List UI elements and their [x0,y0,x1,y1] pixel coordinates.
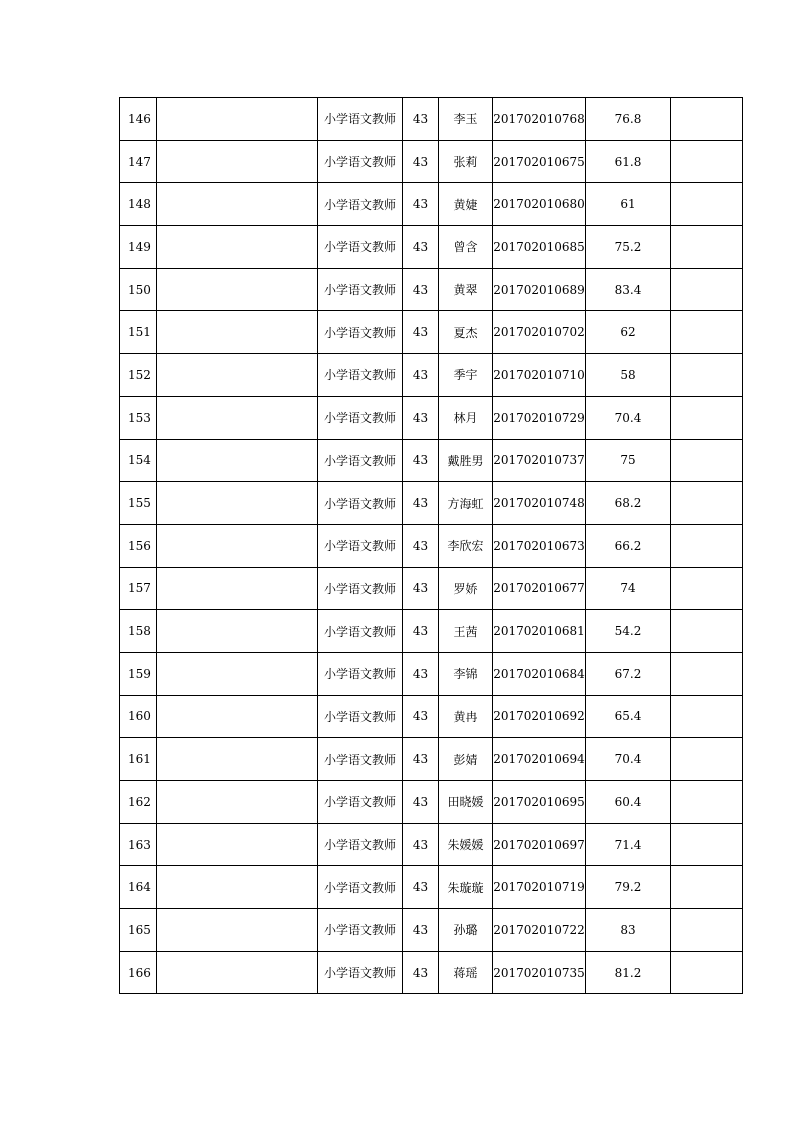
score-cell: 62 [586,311,671,354]
position-code-cell: 43 [403,652,439,695]
remark-cell [671,781,743,824]
row-index: 151 [120,311,157,354]
candidate-name-cell: 张莉 [439,140,493,183]
candidate-name-cell: 李欣宏 [439,524,493,567]
ticket-number-cell: 201702010729 [493,396,586,439]
table-row [120,439,743,482]
candidate-name-cell: 曾含 [439,226,493,269]
remark-cell [671,866,743,909]
table-row [120,226,743,269]
unit-cell [157,951,318,994]
candidate-name-cell: 黄婕 [439,183,493,226]
row-index: 166 [120,951,157,994]
position-code-cell: 43 [403,738,439,781]
ticket-number-cell: 201702010692 [493,695,586,738]
unit-cell [157,738,318,781]
score-cell: 71.4 [586,823,671,866]
remark-cell [671,909,743,952]
unit-cell [157,183,318,226]
position-cell: 小学语文教师 [318,738,403,781]
unit-cell [157,354,318,397]
candidate-name-cell: 王茜 [439,610,493,653]
candidate-name-cell: 孙璐 [439,909,493,952]
position-code-cell: 43 [403,268,439,311]
score-cell: 79.2 [586,866,671,909]
row-index: 147 [120,140,157,183]
position-cell: 小学语文教师 [318,567,403,610]
position-code-cell: 43 [403,183,439,226]
score-cell: 81.2 [586,951,671,994]
position-cell: 小学语文教师 [318,140,403,183]
position-cell: 小学语文教师 [318,183,403,226]
score-cell: 67.2 [586,652,671,695]
score-cell: 70.4 [586,396,671,439]
remark-cell [671,823,743,866]
candidate-name-cell: 蒋瑶 [439,951,493,994]
ticket-number-cell: 201702010680 [493,183,586,226]
row-index: 155 [120,482,157,525]
position-cell: 小学语文教师 [318,311,403,354]
candidate-name-cell: 戴胜男 [439,439,493,482]
candidate-name-cell: 季宇 [439,354,493,397]
unit-cell [157,866,318,909]
position-cell: 小学语文教师 [318,396,403,439]
position-cell: 小学语文教师 [318,439,403,482]
candidate-name-cell: 黄翠 [439,268,493,311]
table-row [120,396,743,439]
ticket-number-cell: 201702010697 [493,823,586,866]
position-code-cell: 43 [403,823,439,866]
score-cell: 75 [586,439,671,482]
unit-cell [157,823,318,866]
score-cell: 70.4 [586,738,671,781]
row-index: 162 [120,781,157,824]
remark-cell [671,311,743,354]
score-cell: 68.2 [586,482,671,525]
position-code-cell: 43 [403,98,439,141]
unit-cell [157,439,318,482]
row-index: 164 [120,866,157,909]
position-cell: 小学语文教师 [318,524,403,567]
row-index: 149 [120,226,157,269]
position-code-cell: 43 [403,439,439,482]
unit-cell [157,311,318,354]
score-cell: 54.2 [586,610,671,653]
ticket-number-cell: 201702010689 [493,268,586,311]
table-row [120,951,743,994]
row-index: 154 [120,439,157,482]
ticket-number-cell: 201702010735 [493,951,586,994]
remark-cell [671,140,743,183]
row-index: 153 [120,396,157,439]
table-row [120,268,743,311]
remark-cell [671,738,743,781]
ticket-number-cell: 201702010768 [493,98,586,141]
row-index: 156 [120,524,157,567]
ticket-number-cell: 201702010719 [493,866,586,909]
table-row [120,482,743,525]
table-row [120,909,743,952]
table-row [120,738,743,781]
score-cell: 66.2 [586,524,671,567]
row-index: 160 [120,695,157,738]
score-cell: 58 [586,354,671,397]
candidate-name-cell: 李玉 [439,98,493,141]
position-code-cell: 43 [403,396,439,439]
position-code-cell: 43 [403,140,439,183]
position-code-cell: 43 [403,695,439,738]
position-code-cell: 43 [403,951,439,994]
row-index: 161 [120,738,157,781]
table-row [120,652,743,695]
position-code-cell: 43 [403,482,439,525]
position-code-cell: 43 [403,610,439,653]
remark-cell [671,610,743,653]
remark-cell [671,396,743,439]
ticket-number-cell: 201702010695 [493,781,586,824]
unit-cell [157,652,318,695]
unit-cell [157,268,318,311]
unit-cell [157,226,318,269]
position-cell: 小学语文教师 [318,781,403,824]
table-row [120,354,743,397]
remark-cell [671,98,743,141]
remark-cell [671,524,743,567]
candidate-name-cell: 方海虹 [439,482,493,525]
remark-cell [671,439,743,482]
score-cell: 60.4 [586,781,671,824]
remark-cell [671,652,743,695]
position-cell: 小学语文教师 [318,951,403,994]
table-row [120,567,743,610]
candidate-name-cell: 夏杰 [439,311,493,354]
remark-cell [671,268,743,311]
position-cell: 小学语文教师 [318,823,403,866]
ticket-number-cell: 201702010675 [493,140,586,183]
position-code-cell: 43 [403,354,439,397]
ticket-number-cell: 201702010681 [493,610,586,653]
position-code-cell: 43 [403,866,439,909]
ticket-number-cell: 201702010702 [493,311,586,354]
candidate-name-cell: 朱媛媛 [439,823,493,866]
score-cell: 83.4 [586,268,671,311]
row-index: 163 [120,823,157,866]
table-row [120,823,743,866]
position-cell: 小学语文教师 [318,652,403,695]
row-index: 146 [120,98,157,141]
position-cell: 小学语文教师 [318,354,403,397]
unit-cell [157,524,318,567]
table-row [120,98,743,141]
candidate-name-cell: 彭婧 [439,738,493,781]
row-index: 157 [120,567,157,610]
unit-cell [157,909,318,952]
remark-cell [671,567,743,610]
ticket-number-cell: 201702010673 [493,524,586,567]
position-cell: 小学语文教师 [318,695,403,738]
position-cell: 小学语文教师 [318,98,403,141]
unit-cell [157,567,318,610]
table-row [120,781,743,824]
remark-cell [671,951,743,994]
ticket-number-cell: 201702010685 [493,226,586,269]
score-cell: 61.8 [586,140,671,183]
unit-cell [157,98,318,141]
row-index: 158 [120,610,157,653]
candidate-name-cell: 田晓媛 [439,781,493,824]
ticket-number-cell: 201702010748 [493,482,586,525]
remark-cell [671,695,743,738]
position-cell: 小学语文教师 [318,226,403,269]
unit-cell [157,140,318,183]
row-index: 148 [120,183,157,226]
position-code-cell: 43 [403,226,439,269]
candidate-name-cell: 罗娇 [439,567,493,610]
position-code-cell: 43 [403,567,439,610]
table-row [120,140,743,183]
unit-cell [157,781,318,824]
position-code-cell: 43 [403,909,439,952]
row-index: 152 [120,354,157,397]
unit-cell [157,482,318,525]
table-row [120,311,743,354]
ticket-number-cell: 201702010722 [493,909,586,952]
ticket-number-cell: 201702010684 [493,652,586,695]
row-index: 159 [120,652,157,695]
position-code-cell: 43 [403,781,439,824]
table-row [120,610,743,653]
ticket-number-cell: 201702010710 [493,354,586,397]
score-cell: 76.8 [586,98,671,141]
table-row [120,183,743,226]
row-index: 150 [120,268,157,311]
candidate-name-cell: 林月 [439,396,493,439]
table-row [120,866,743,909]
position-cell: 小学语文教师 [318,268,403,311]
table-row [120,524,743,567]
candidate-name-cell: 李锦 [439,652,493,695]
remark-cell [671,183,743,226]
table-row [120,695,743,738]
remark-cell [671,482,743,525]
candidate-name-cell: 朱璇璇 [439,866,493,909]
remark-cell [671,354,743,397]
position-cell: 小学语文教师 [318,866,403,909]
position-code-cell: 43 [403,311,439,354]
ticket-number-cell: 201702010737 [493,439,586,482]
score-cell: 74 [586,567,671,610]
ticket-number-cell: 201702010694 [493,738,586,781]
remark-cell [671,226,743,269]
row-index: 165 [120,909,157,952]
score-table [119,97,743,994]
position-code-cell: 43 [403,524,439,567]
unit-cell [157,695,318,738]
position-cell: 小学语文教师 [318,610,403,653]
ticket-number-cell: 201702010677 [493,567,586,610]
unit-cell [157,610,318,653]
position-cell: 小学语文教师 [318,909,403,952]
unit-cell [157,396,318,439]
score-cell: 75.2 [586,226,671,269]
position-cell: 小学语文教师 [318,482,403,525]
score-cell: 61 [586,183,671,226]
candidate-name-cell: 黄冉 [439,695,493,738]
score-cell: 65.4 [586,695,671,738]
score-cell: 83 [586,909,671,952]
